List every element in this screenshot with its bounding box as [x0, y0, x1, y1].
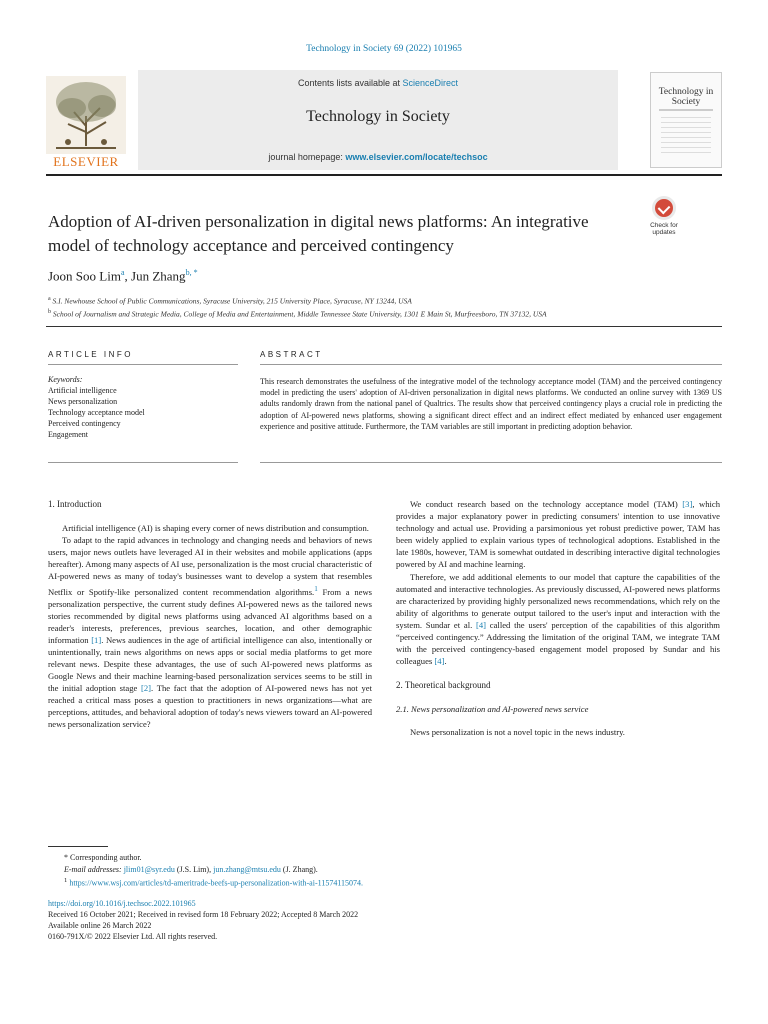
- article-info-rule: [48, 364, 238, 365]
- author-name[interactable]: Joon Soo Lim: [48, 268, 121, 284]
- affiliations: [48, 294, 708, 319]
- author-affiliation-mark[interactable]: b, *: [185, 268, 198, 277]
- keyword-item: Artificial intelligence: [48, 386, 117, 395]
- keyword-item: Perceived contingency: [48, 419, 121, 428]
- citation-link[interactable]: [4]: [476, 619, 487, 630]
- abstract-text: This research demonstrates the usefulness of the integrative model of the technology acceptance model (TAM) and the perceived contingency model in predicting the users' adoption of AI-driven personalization in digital news platforms. We conducted an online survey with 1369 US adults randomly drawn from the national panel of Qualtrics. The results show that perceived contingency plays a crucial role in predicting the adoption of AI-powered news platforms, showing a significant direct effect and an indirect effect mediated by enhanced user engagement experience and positive attitude. Furthermore, the TAM variables are still important in predicting adoption behavior.: [260, 377, 722, 431]
- paragraph: Artificial intelligence (AI) is shaping every corner of news distribution and consumption.: [62, 523, 369, 534]
- corresponding-author-note: * Corresponding author.: [64, 853, 142, 862]
- keywords-list: [48, 374, 238, 440]
- email-addresses: E-mail addresses: jlim01@syr.edu (J.S. Lim), jun.zhang@mtsu.edu (J. Zhang).: [64, 864, 318, 874]
- citation-link[interactable]: [3]: [682, 499, 693, 509]
- subsection-heading: 2.1. News personalization and AI-powered news service: [396, 704, 589, 715]
- keyword-item: Technology acceptance model: [48, 408, 145, 417]
- abstract-rule: [260, 364, 722, 365]
- section-heading-introduction: 1. Introduction: [48, 499, 102, 509]
- cover-divider: [659, 109, 713, 111]
- homepage-link[interactable]: www.elsevier.com/locate/techsoc: [345, 152, 488, 162]
- keyword-item: Engagement: [48, 430, 88, 439]
- section-heading-theoretical-background: 2. Theoretical background: [396, 680, 491, 691]
- footnote-rule: [48, 846, 108, 847]
- article-info-bottom-rule: [48, 462, 238, 463]
- available-online: Available online 26 March 2022: [48, 921, 152, 930]
- body-column-right: [396, 498, 720, 738]
- masthead-rule: [46, 174, 722, 176]
- author-affiliation-mark[interactable]: a: [120, 268, 125, 277]
- footnote-link[interactable]: 1: [314, 584, 318, 593]
- contents-prefix: Contents lists available at: [297, 78, 403, 88]
- check-updates-label: Check for updates: [650, 222, 678, 236]
- affiliation-a: $^a$ S.I. Newhouse School of Public Communications, Syracuse University, 215 University Place, Syracuse, NY 13244, USA: [48, 296, 412, 306]
- abstract-bottom-rule: [260, 462, 722, 463]
- elsevier-logo: [46, 76, 126, 170]
- abstract-heading: ABSTRACT: [260, 350, 323, 359]
- footnotes: [48, 852, 708, 889]
- email-link[interactable]: jun.zhang@mtsu.edu: [213, 864, 281, 874]
- cover-decoration: [661, 117, 711, 157]
- paragraph: To adapt to the rapid advances in technology and changing needs and behaviors of news users, major news outlets have leveraged AI in their websites and mobile applications (apps hereafter). Among many aspects of AI use, personalization is the most crucial characteristic of AI-powered news as many of today's businesses want to develop a system that resembles Netflix or Spotify-like personalized content recommendation algorithms.$^1$ From a news personalization perspective, the current study defines AI-powered news as the tailored news stories recommended by digital news platforms using advanced AI algorithms based on a reader's interests, preferences, previous searches, location, and other demographic information [1]. News audiences in the age of artificial intelligence can also, intentionally or unintentionally, train news algorithms on news apps or social media platforms to get more relevant news. Despite these advantages, the use of such AI-powered news platforms as Google News and their machine learning-based personalization services seems to be still in the initial adoption stage [2]. The fact that the adoption of AI-powered news has not yet reached a critical mass poses a question to practitioners in news organizations—what are perceptions, attitudes, and behavioral adoption of today's news viewers toward an AI-powered news personalization service?: [48, 535, 372, 730]
- homepage-line: [138, 152, 618, 162]
- paragraph: News personalization is not a novel topic in the news industry.: [410, 726, 625, 737]
- author-list: Joon Soo Lim$^a$, Jun Zhang$^{b, *}$: [48, 268, 198, 284]
- article-title: Adoption of AI-driven personalization in digital news platforms: An integrative model of technology acceptance and perceived contingency: [48, 212, 589, 255]
- footnote-url[interactable]: https://www.wsj.com/articles/td-ameritrade-beefs-up-personalization-with-ai-11574115074.: [69, 878, 364, 888]
- contents-line: [138, 78, 618, 88]
- masthead-banner: [138, 70, 618, 170]
- journal-cover-thumbnail[interactable]: [650, 72, 722, 168]
- keyword-item: News personalization: [48, 397, 118, 406]
- citation-link[interactable]: [1]: [91, 634, 102, 645]
- email-link[interactable]: jlim01@syr.edu: [123, 864, 175, 874]
- article-info-heading: ARTICLE INFO: [48, 350, 133, 359]
- body-column-left: [48, 498, 372, 731]
- paragraph: We conduct research based on the technology acceptance model (TAM) [3], which provides a major explanatory power in predicting consumers' intention to use innovative technology and actual use. Providing a parsimonious yet robust predictive power, TAM has been widely applied to explain various types of technological adoptions. Established in the late 1980s, however, TAM is somewhat outdated in describing interactive digital technologies powered by AI and machine learning.: [396, 499, 720, 570]
- check-updates-icon: [652, 196, 676, 220]
- journal-masthead: [46, 70, 722, 170]
- affiliation-b: $^b$ School of Journalism and Strategic Media, College of Media and Entertainment, Middle Tennessee State University, 1301 E Main St, Murfreesboro, TN 37132, USA: [48, 308, 547, 318]
- homepage-label: journal homepage:: [268, 152, 346, 162]
- article-metadata: [48, 898, 708, 942]
- copyright: 0160-791X/© 2022 Elsevier Ltd. All rights reserved.: [48, 932, 218, 941]
- citation-link[interactable]: [2]: [141, 683, 152, 694]
- journal-title: Technology in Society: [306, 108, 450, 125]
- section-rule: [46, 326, 722, 327]
- elsevier-tree-icon: [46, 76, 126, 154]
- publisher-name: ELSEVIER: [53, 154, 119, 169]
- cover-title: Technology in Society: [658, 87, 714, 107]
- received-dates: Received 16 October 2021; Received in revised form 18 February 2022; Accepted 8 March 2022: [48, 910, 359, 919]
- footnote-1: $^1$ https://www.wsj.com/articles/td-ameritrade-beefs-up-personalization-with-ai-11574115074.: [64, 877, 364, 888]
- doi-link[interactable]: https://doi.org/10.1016/j.techsoc.2022.101965: [48, 899, 196, 908]
- sciencedirect-link[interactable]: ScienceDirect: [402, 78, 459, 88]
- check-for-updates-button[interactable]: [646, 196, 682, 236]
- citation-link[interactable]: [4]: [434, 656, 445, 667]
- paragraph: Therefore, we add additional elements to our model that capture the capabilities of the automated and interactive technologies. As previously discussed, AI-powered news platforms are characterized by providing highly personalized news recommendations, which rely on the ability of algorithms to generate output tailored to the user's input and interaction with the system. Sundar et al. [4] called the users' perception of the capabilities of this algorithm “perceived contingency.” Addressing the limitation of the original TAM, we integrate TAM with the perceived contingency-based engagement model proposed by Sundar and his colleagues [4].: [396, 571, 720, 667]
- journal-reference[interactable]: Technology in Society 69 (2022) 101965: [306, 44, 462, 54]
- keywords-label: Keywords:: [48, 375, 83, 384]
- author-name[interactable]: Jun Zhang: [131, 268, 186, 284]
